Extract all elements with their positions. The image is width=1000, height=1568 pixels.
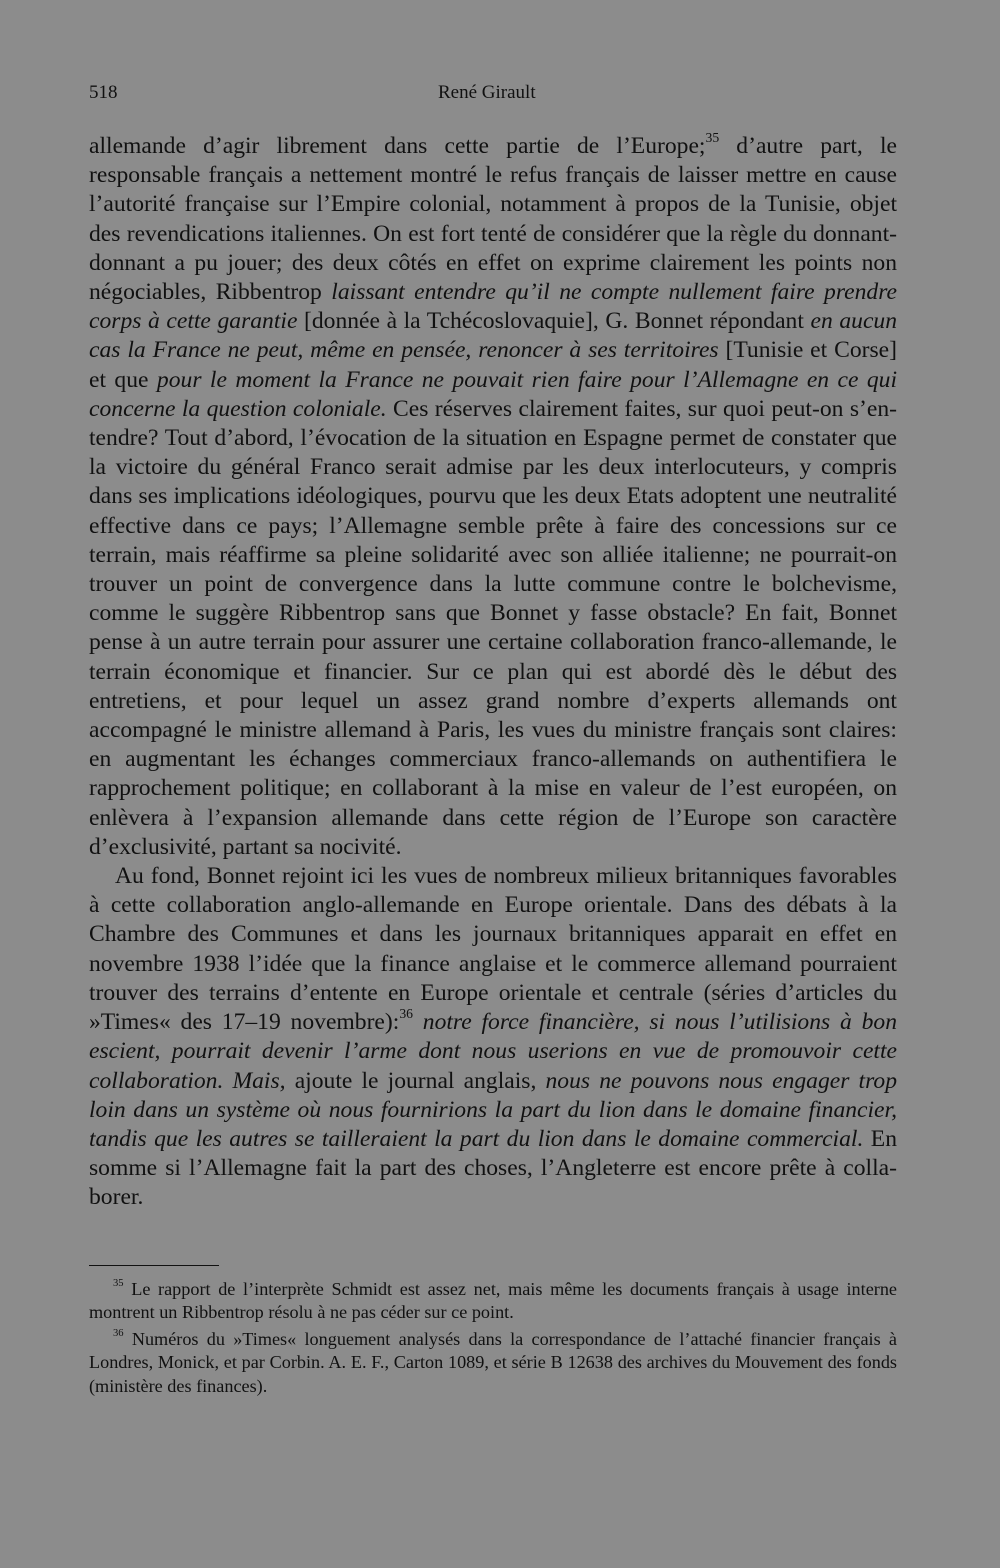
footnote-ref-36[interactable]: 36 <box>399 1006 413 1022</box>
paragraph-1 <box>89 132 897 862</box>
body-text <box>89 132 897 1213</box>
footnote-separator <box>89 1265 219 1266</box>
text-run: [Tunisie et Corse] et que <box>89 337 897 393</box>
italic-quote: nous ne pouvons nous engager trop loin dans un système où nous fournirions la part du lion dans le domaine financier, tandis que les autres se tailleraient la part du lion dans le domaine commercial. <box>89 1067 897 1152</box>
text-run: [donnée à la Tchécoslovaquie], G. Bonnet répondant <box>297 308 811 335</box>
page-number: 518 <box>89 82 118 103</box>
text-run: d’autre part, le responsable français a nettement montré le refus français de laisser mettre en cause l’autorité française sur l’Empire colonial, notamment à propos de la Tunisie, objet des revendications italiennes. On est fort tenté de considérer que la règle du donnant-donnant a pu jouer; des deux côtés en effet on exprime clairement les points non négociables, Ribbentrop <box>89 133 897 306</box>
footnotes <box>89 1278 897 1399</box>
footnote-number: 36 <box>113 1327 124 1339</box>
footnote-ref-35[interactable]: 35 <box>705 130 720 146</box>
text-run: allemande d’agir librement dans cette partie de l’Europe; <box>89 133 706 159</box>
italic-quote: en aucun cas la France ne peut, même en pensée, renoncer à ses territoires <box>89 308 898 364</box>
footnote-text: Numéros du »Times« longuement analysés dans la correspondance de l’attaché financier français à Londres, Monick, et par Corbin. A. E. F., Carton 1089, et série B 12638 des archives du Mouvement des fonds (ministère des finances). <box>89 1328 897 1396</box>
footnote-36 <box>89 1328 897 1399</box>
italic-quote: notre force financière, si nous l’utilisions à bon escient, pourrait devenir l’arme dont nous userions en vue de promouvoir cette collaboration. Mais, <box>89 1009 897 1094</box>
page <box>89 82 897 1401</box>
footnote-35 <box>89 1278 897 1325</box>
footnote-number: 35 <box>113 1277 124 1289</box>
footnote-text: Le rapport de l’interprète Schmidt est assez net, mais même les documents français à usage interne montrent un Ribbentrop résolu à ne pas céder sur ce point. <box>89 1278 897 1323</box>
italic-quote: laissant entendre qu’il ne compte nullement faire prendre corps à cette garantie <box>89 279 897 335</box>
text-run: Au fond, Bonnet rejoint ici les vues de nombreux milieux britanniques favorables à cette collaboration anglo-allemande en Europe orientale. Dans des débats à la Chambre des Communes et dans les journaux britanniques apparait en effet en novembre 1938 l’idée que la finance anglaise et le commerce allemand pourraient trouver des terrains d’entente en Europe orientale et centrale (séries d’articles du »Times« des 17–19 novembre): <box>89 863 897 1036</box>
italic-quote: pour le moment la France ne pouvait rien faire pour l’Allemagne en ce qui concerne la question coloniale. <box>89 366 898 422</box>
paragraph-2 <box>89 862 897 1212</box>
running-header <box>89 82 897 114</box>
running-head-author: René Girault <box>438 82 536 103</box>
text-run: Ces réserves clairement faites, sur quoi peut-on s’entendre? Tout d’abord, l’évocation de la situation en Espagne permet de constater que la victoire du général Franco serait admise par les deux interlocuteurs, y compris dans ses implications idéologiques, pourvu que les deux Etats adoptent une neutralité effective dans ce pays; l’Allemagne semble prête à faire des concessions sur ce terrain, mais réaffirme sa pleine solidarité avec son alliée italienne; ne pourrait-on trouver un point de convergence dans la lutte commune contre le bolchevisme, comme le suggère Ribbentrop sans que Bonnet y fasse obstacle? En fait, Bonnet pense à un autre terrain pour assurer une certaine collaboration franco-allemande, le terrain économique et financier. Sur ce plan qui est abordé dès le début des entretiens, et pour lequel un assez grand nombre d’experts allemands ont accompagné le ministre allemand à Paris, les vues du ministre français sont claires: en augmentant les échanges commerciaux franco-allemands on authentifiera le rapprochement politique; en collaborant à la mise en valeur de l’est européen, on enlèvera à l’expansion allemande dans cette région de l’Europe son caractère d’exclusivité, partant sa nocivité. <box>89 395 897 860</box>
text-run: En somme si l’Allemagne fait la part des choses, l’Angleterre est encore prête à collaborer. <box>89 1125 897 1211</box>
text-run: ajoute le journal anglais, <box>285 1067 546 1094</box>
